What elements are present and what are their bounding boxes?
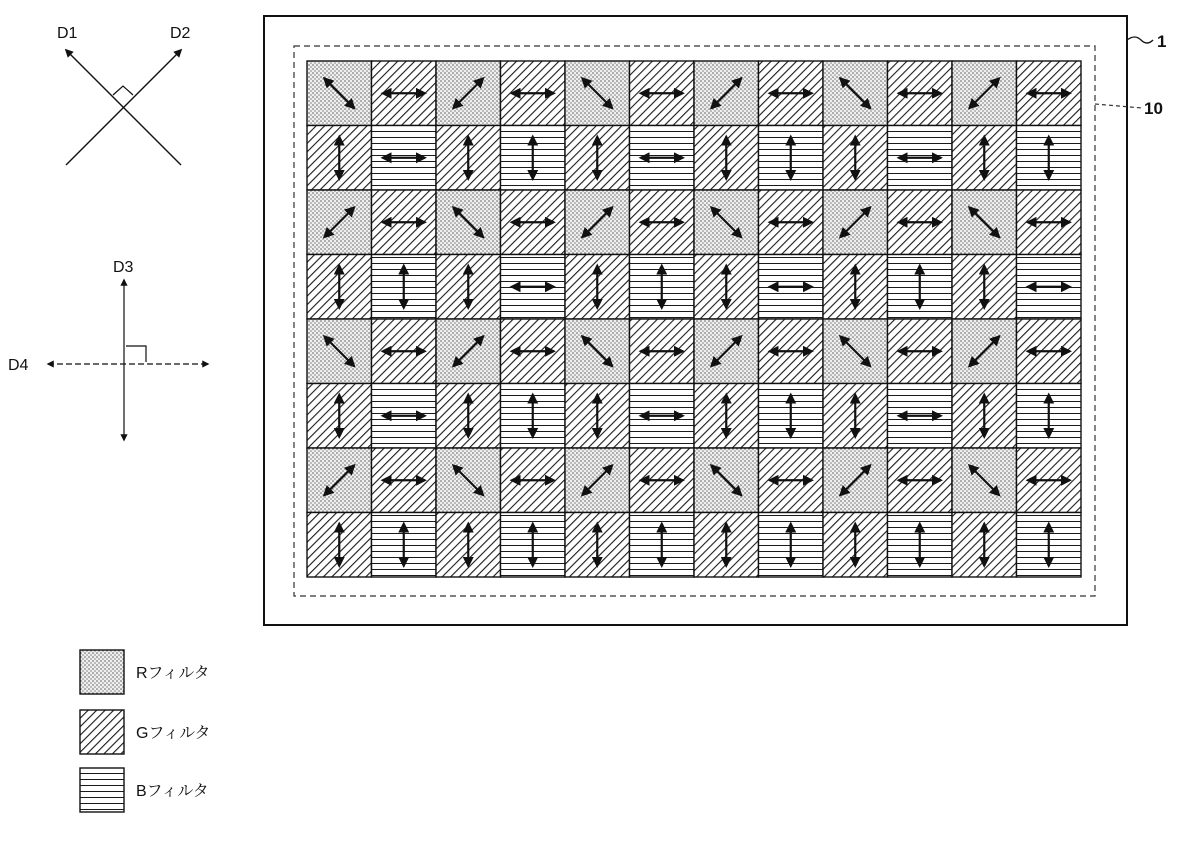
d2-label: D2 [170, 25, 191, 42]
legend-b-filter [80, 768, 209, 812]
g-filter-label: Gフィルタ [136, 725, 211, 742]
r-filter-swatch [80, 650, 124, 694]
panel-reference-numeral: 1 [1157, 32, 1167, 51]
b-filter-label: Bフィルタ [136, 783, 209, 800]
diagonal-axes [57, 25, 191, 165]
legend-r-filter [80, 650, 210, 694]
d1-label: D1 [57, 25, 78, 42]
g-filter-swatch [80, 710, 124, 754]
pixel-grid [307, 61, 1081, 577]
orthogonal-axes [8, 259, 208, 440]
legend-g-filter [80, 710, 211, 754]
array-reference-numeral: 10 [1144, 99, 1163, 118]
filter-legend [80, 650, 211, 812]
d4-label: D4 [8, 357, 29, 374]
right-angle-mark [113, 86, 133, 95]
d3-label: D3 [113, 259, 134, 276]
panel-leader-line [1127, 37, 1153, 43]
array-leader-line [1095, 104, 1142, 108]
b-filter-swatch [80, 768, 124, 812]
right-angle-mark [126, 346, 146, 362]
r-filter-label: Rフィルタ [136, 665, 210, 682]
